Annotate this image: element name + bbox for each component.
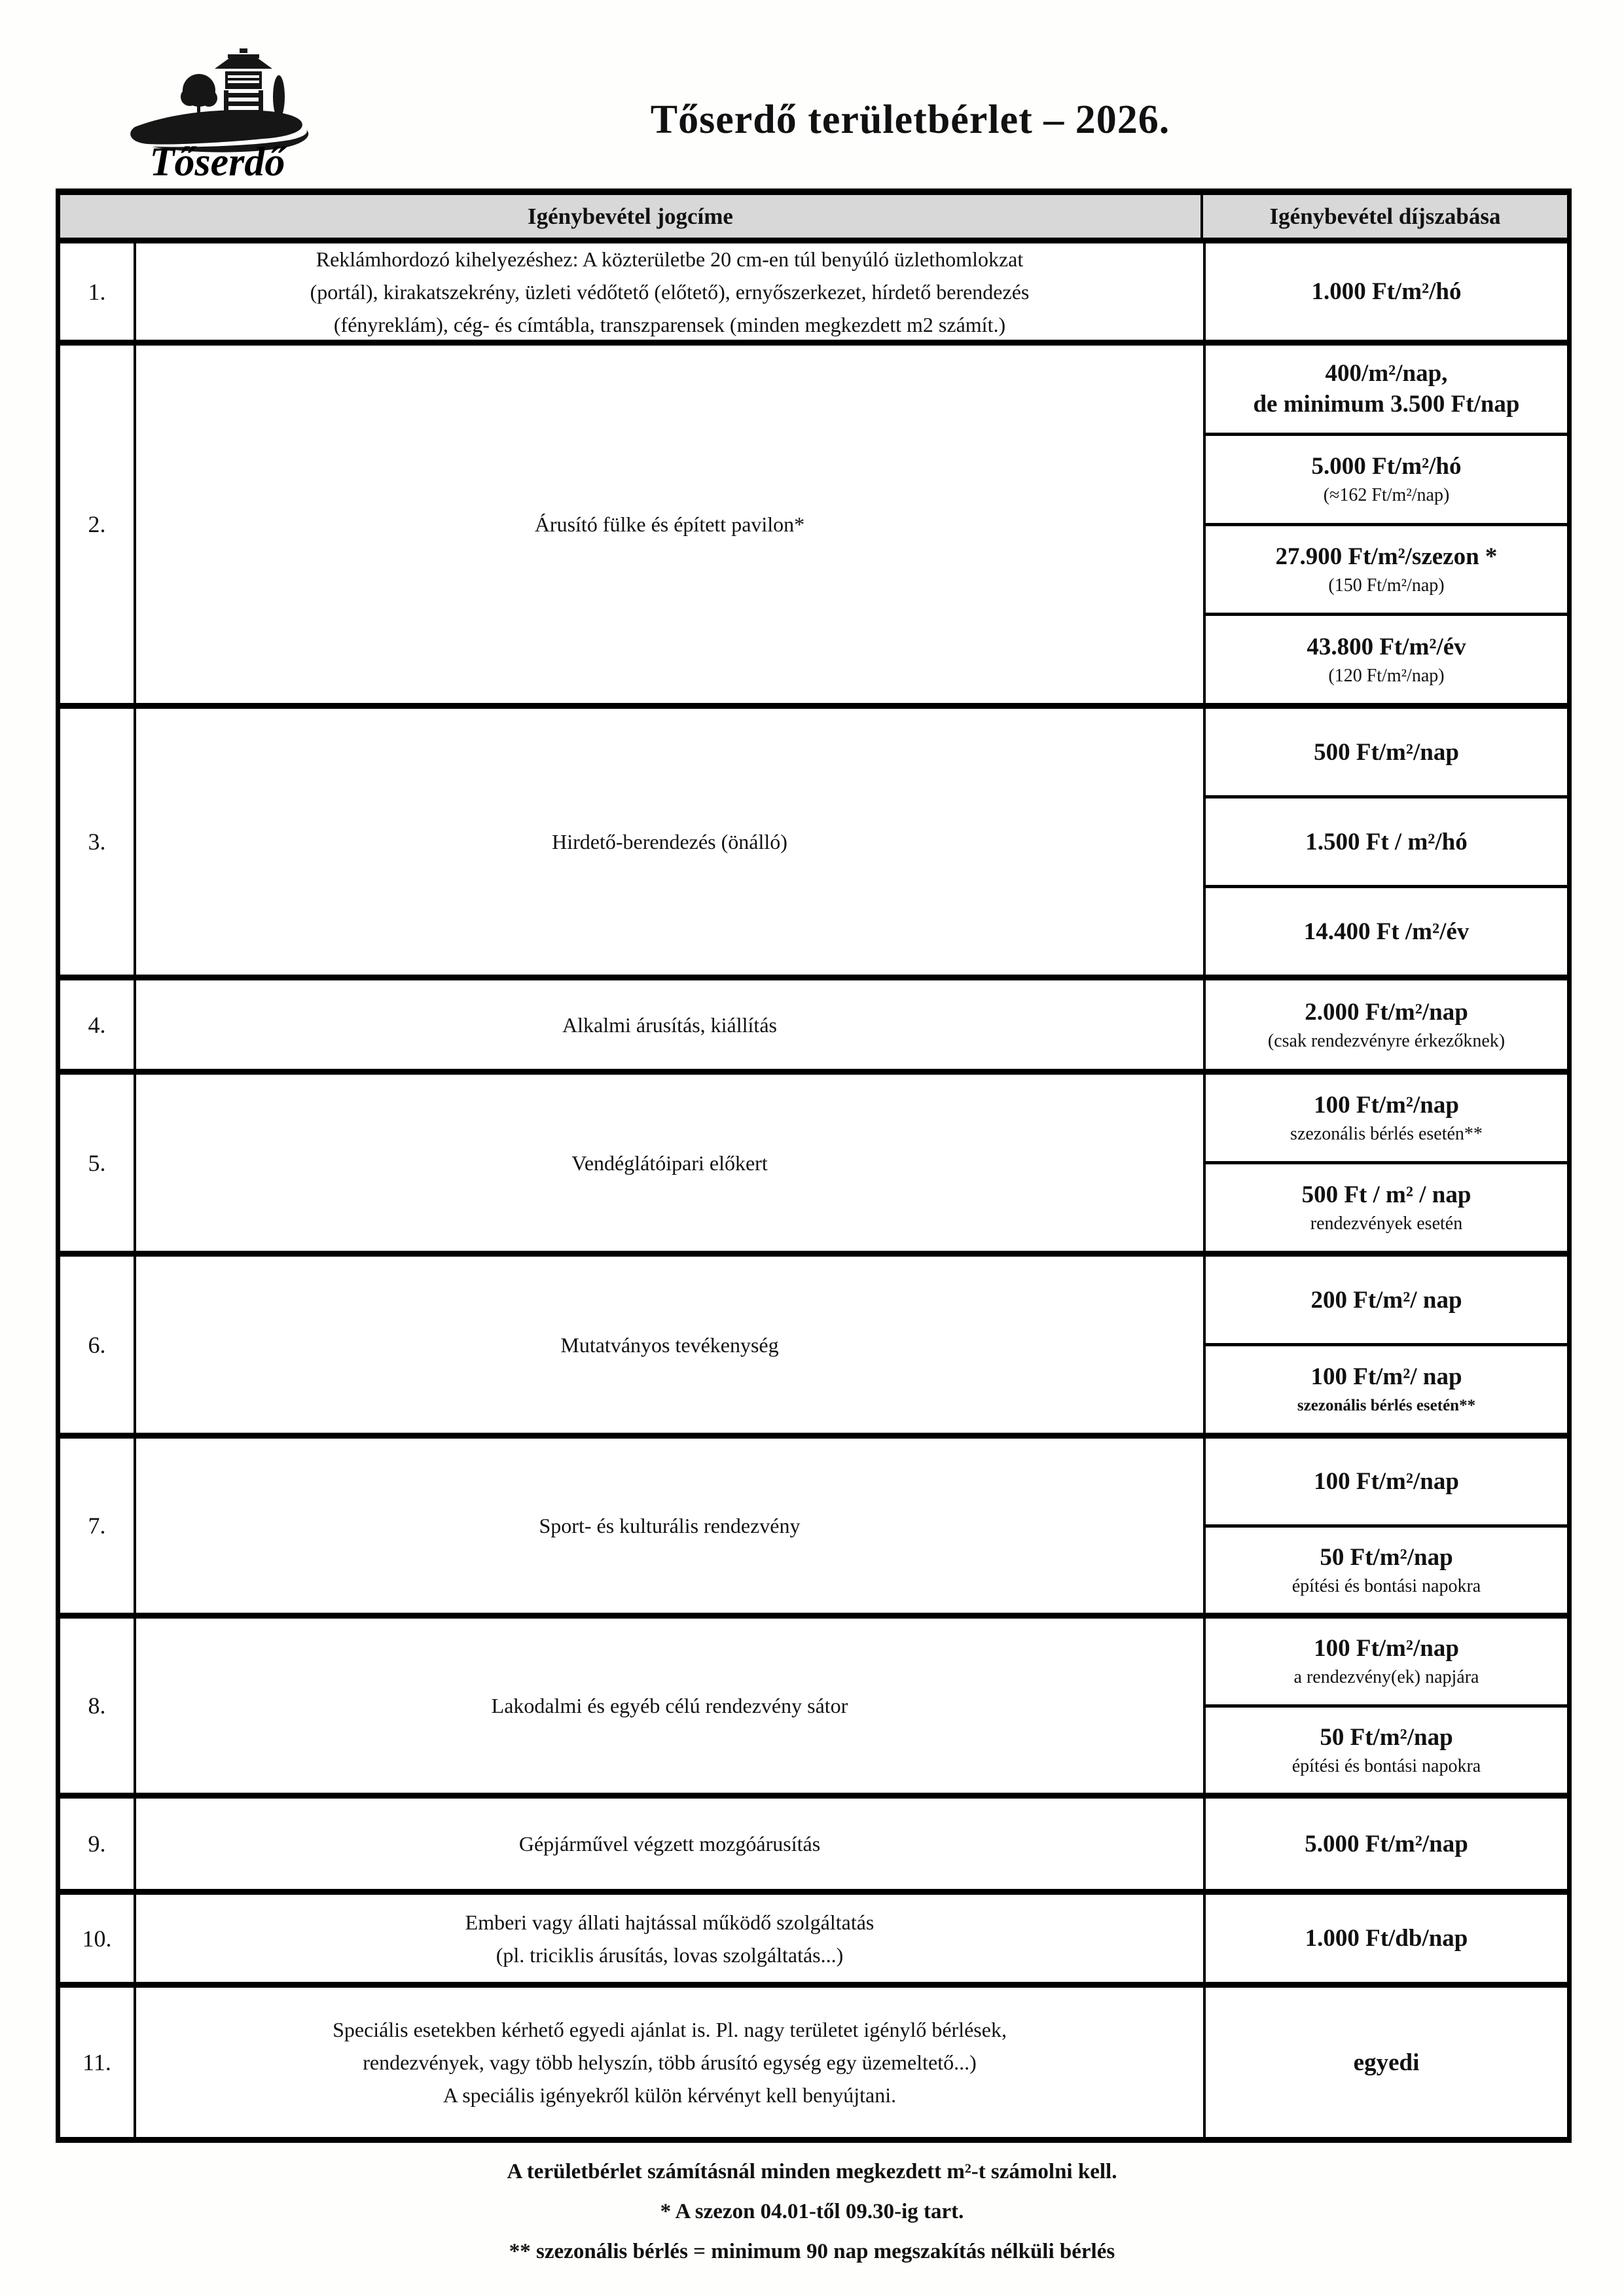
- price-main: 43.800 Ft/m²/év: [1307, 633, 1466, 660]
- description-line: A speciális igényekről külön kérvényt kell benyújtani.: [442, 2083, 897, 2107]
- price-cell: [1206, 346, 1567, 436]
- row-number: 4.: [60, 980, 136, 1069]
- price-main: 2.000 Ft/m²/nap: [1305, 998, 1468, 1026]
- price-cell: [1206, 1528, 1567, 1613]
- price-cell: [1206, 1439, 1567, 1528]
- price-cell: [1206, 798, 1567, 888]
- table-row: [60, 1075, 1567, 1257]
- row-number: 9.: [60, 1799, 136, 1889]
- price-main: 5.000 Ft/m²/hó: [1311, 453, 1462, 480]
- row-number: 11.: [60, 1988, 136, 2137]
- description-line: Mutatványos tevékenység: [560, 1333, 779, 1357]
- price-main: 14.400 Ft /m²/év: [1303, 918, 1470, 945]
- table-row: [60, 1439, 1567, 1619]
- price-main: 100 Ft/m²/nap: [1314, 1467, 1459, 1495]
- table-row: [60, 1619, 1567, 1799]
- row-prices: [1206, 980, 1567, 1069]
- table-row: [60, 1799, 1567, 1895]
- row-description: [136, 1439, 1206, 1613]
- description-line: Árusító fülke és épített pavilon*: [534, 512, 805, 536]
- table-row: [60, 1895, 1567, 1988]
- price-main: 5.000 Ft/m²/nap: [1305, 1830, 1468, 1857]
- table-header-row: [60, 195, 1567, 243]
- table-row: [60, 1988, 1567, 2137]
- price-cell: [1206, 616, 1567, 703]
- price-main: 100 Ft/m²/nap: [1314, 1635, 1459, 1662]
- description-line: Gépjárművel végzett mozgóárusítás: [518, 1832, 821, 1856]
- price-note: szezonális bérlés esetén**: [1297, 1397, 1476, 1414]
- price-main: 200 Ft/m²/ nap: [1310, 1286, 1462, 1314]
- description-line: Speciális esetekben kérhető egyedi ajánlat is. Pl. nagy területet igénylő bérlések,: [333, 2018, 1007, 2041]
- price-note: rendezvények esetén: [1310, 1213, 1463, 1234]
- row-prices: [1206, 1799, 1567, 1889]
- description-line: Alkalmi árusítás, kiállítás: [562, 1013, 777, 1037]
- price-note: (120 Ft/m²/nap): [1328, 665, 1445, 686]
- row-description: [136, 1619, 1206, 1793]
- row-number: 3.: [60, 709, 136, 975]
- price-cell: [1206, 1075, 1567, 1164]
- description-line: Lakodalmi és egyéb célú rendezvény sátor: [491, 1694, 848, 1717]
- price-main: 1.500 Ft / m²/hó: [1305, 828, 1468, 855]
- logo-text: Tőserdő: [149, 140, 285, 185]
- description-line: (fényreklám), cég- és címtábla, transzparensek (minden megkezdett m2 számít.): [333, 312, 1006, 336]
- row-prices: [1206, 1257, 1567, 1433]
- pricing-table: [56, 188, 1572, 2143]
- footnotes: [0, 2152, 1624, 2272]
- description-line: Hirdető-berendezés (önálló): [552, 830, 787, 853]
- row-description: [136, 1895, 1206, 1982]
- price-cell: [1206, 436, 1567, 526]
- price-main: 1.000 Ft/m²/hó: [1311, 278, 1462, 305]
- table-row: [60, 709, 1567, 980]
- row-number: 6.: [60, 1257, 136, 1433]
- page-title: Tőserdő területbérlet – 2026.: [650, 98, 1170, 142]
- row-description: [136, 1075, 1206, 1251]
- table-row: [60, 243, 1567, 346]
- row-description: [136, 243, 1206, 340]
- footnote-line: * A szezon 04.01-től 09.30-ig tart.: [660, 2200, 964, 2223]
- price-main-line2: de minimum 3.500 Ft/nap: [1253, 391, 1520, 418]
- price-cell: [1206, 980, 1567, 1069]
- price-note: építési és bontási napokra: [1291, 1755, 1481, 1776]
- pricing-table-body: [60, 243, 1567, 2137]
- price-note: építési és bontási napokra: [1291, 1575, 1481, 1596]
- row-prices: [1206, 1619, 1567, 1793]
- table-row: [60, 1257, 1567, 1439]
- description-line: Vendéglátóipari előkert: [571, 1151, 768, 1175]
- row-prices: [1206, 1988, 1567, 2137]
- row-number: 1.: [60, 243, 136, 340]
- price-note: szezonális bérlés esetén**: [1290, 1124, 1483, 1144]
- row-prices: [1206, 346, 1567, 703]
- price-cell: [1206, 526, 1567, 617]
- price-note: (≈162 Ft/m²/nap): [1323, 485, 1450, 506]
- price-cell: [1206, 1346, 1567, 1433]
- row-number: 10.: [60, 1895, 136, 1982]
- description-line: rendezvények, vagy több helyszín, több árusító egység egy üzemeltető...): [363, 2051, 977, 2074]
- description-line: Sport- és kulturális rendezvény: [539, 1514, 801, 1537]
- row-prices: [1206, 709, 1567, 975]
- price-main: 100 Ft/m²/nap: [1314, 1092, 1459, 1119]
- row-description: [136, 346, 1206, 703]
- price-main: 500 Ft/m²/nap: [1314, 738, 1459, 766]
- row-prices: [1206, 1439, 1567, 1613]
- price-main: 500 Ft / m² / nap: [1301, 1181, 1471, 1208]
- price-note: a rendezvény(ek) napjára: [1293, 1667, 1479, 1688]
- price-cell: [1206, 888, 1567, 975]
- price-main: 50 Ft/m²/nap: [1320, 1723, 1453, 1751]
- row-prices: [1206, 1075, 1567, 1251]
- row-description: [136, 1988, 1206, 2137]
- description-line: Reklámhordozó kihelyezéshez: A közterületbe 20 cm-en túl benyúló üzlethomlokzat: [316, 247, 1024, 271]
- price-note: (150 Ft/m²/nap): [1328, 575, 1445, 596]
- price-cell: [1206, 243, 1567, 340]
- row-description: [136, 980, 1206, 1069]
- row-number: 8.: [60, 1619, 136, 1793]
- header-cell-jogcime: Igénybevétel jogcíme: [60, 195, 1203, 238]
- row-number: 7.: [60, 1439, 136, 1613]
- row-prices: [1206, 1895, 1567, 1982]
- description-line: (portál), kirakatszekrény, üzleti védőtető (előtető), ernyőszerkezet, hírdető berendezés: [310, 279, 1030, 304]
- price-cell: [1206, 1257, 1567, 1346]
- row-description: [136, 709, 1206, 975]
- row-description: [136, 1799, 1206, 1889]
- price-cell: [1206, 1164, 1567, 1251]
- row-prices: [1206, 243, 1567, 340]
- header-cell-dijszabasa: Igénybevétel díjszabása: [1269, 203, 1501, 229]
- price-main: 1.000 Ft/db/nap: [1305, 1925, 1468, 1952]
- price-main: 400/m²/nap,: [1325, 360, 1448, 387]
- price-main: 100 Ft/m²/ nap: [1310, 1363, 1462, 1390]
- row-number: 2.: [60, 346, 136, 703]
- row-description: [136, 1257, 1206, 1433]
- price-main: egyedi: [1353, 2049, 1420, 2076]
- price-cell: [1206, 1799, 1567, 1889]
- description-line: (pl. triciklis árusítás, lovas szolgáltatás...): [496, 1943, 844, 1967]
- price-cell: [1206, 1619, 1567, 1708]
- price-main: 50 Ft/m²/nap: [1320, 1543, 1453, 1571]
- price-main: 27.900 Ft/m²/szezon *: [1275, 543, 1498, 570]
- price-note: (csak rendezvényre érkezőknek): [1267, 1030, 1506, 1051]
- table-row: [60, 346, 1567, 709]
- price-cell: [1206, 1708, 1567, 1793]
- row-number: 5.: [60, 1075, 136, 1251]
- footnote-line: A területbérlet számításnál minden megkezdett m²-t számolni kell.: [507, 2160, 1117, 2183]
- footnote-line: ** szezonális bérlés = minimum 90 nap megszakítás nélküli bérlés: [509, 2240, 1115, 2263]
- table-row: [60, 980, 1567, 1075]
- price-cell: [1206, 709, 1567, 798]
- description-line: Emberi vagy állati hajtással működő szolgáltatás: [465, 1910, 875, 1934]
- price-cell: [1206, 1988, 1567, 2137]
- price-cell: [1206, 1895, 1567, 1982]
